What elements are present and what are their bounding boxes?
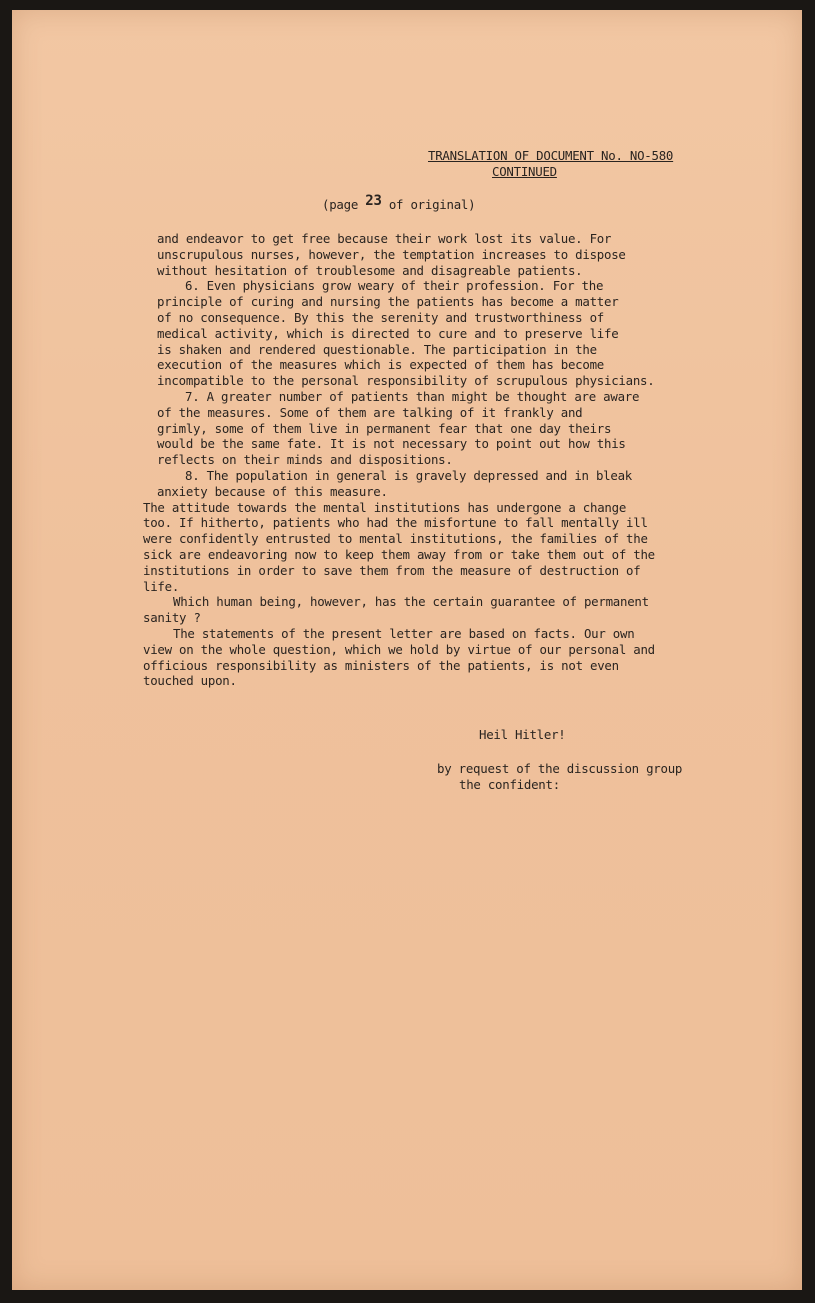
page-ref-suffix: of original) — [381, 197, 476, 212]
signature-confident-line: the confident: — [459, 776, 560, 792]
text-line: anxiety because of this measure. — [157, 483, 388, 499]
text-line: Which human being, however, has the certain guarantee of permanent — [173, 594, 649, 610]
text-line: The attitude towards the mental institutions has undergone a change — [143, 499, 627, 515]
text-line: incompatible to the personal responsibility of scrupulous physicians. — [157, 373, 655, 389]
text-line: 6. Even physicians grow weary of their profession. For the — [185, 278, 604, 294]
document-title: TRANSLATION OF DOCUMENT No. NO-580 — [428, 148, 674, 163]
text-line: 7. A greater number of patients than might be thought are aware — [185, 388, 640, 404]
text-line: of the measures. Some of them are talking of it frankly and — [157, 404, 583, 420]
text-line: touched upon. — [143, 673, 237, 689]
text-line: grimly, some of them live in permanent fear that one day theirs — [157, 420, 612, 436]
document-header — [428, 148, 728, 180]
text-line: were confidently entrusted to mental institutions, the families of the — [143, 531, 648, 547]
page-ref-number: 23 — [365, 193, 382, 209]
text-line: sanity ? — [143, 610, 201, 626]
text-line: unscrupulous nurses, however, the temptation increases to dispose — [157, 246, 626, 262]
text-line: 8. The population in general is gravely depressed and in bleak — [185, 467, 633, 483]
page-ref-prefix: (page — [322, 197, 366, 212]
text-line: life. — [143, 578, 180, 594]
text-line: too. If hitherto, patients who had the misfortune to fall mentally ill — [143, 515, 648, 531]
text-line: The statements of the present letter are based on facts. Our own — [173, 625, 635, 641]
signature-block — [437, 727, 757, 792]
text-line: would be the same fate. It is not necessary to point out how this — [157, 436, 626, 452]
document-continued-label: CONTINUED — [492, 163, 557, 179]
text-line: of no consequence. By this the serenity and trustworthiness of — [157, 309, 605, 325]
text-line: institutions in order to save them from the measure of destruction of — [143, 562, 641, 578]
text-line: medical activity, which is directed to cure and to preserve life — [157, 325, 619, 341]
text-line: execution of the measures which is expected of them has become — [157, 357, 605, 373]
text-line: view on the whole question, which we hold by virtue of our personal and — [143, 641, 655, 657]
signature-request-line: by request of the discussion group — [437, 760, 683, 776]
original-page-reference — [322, 193, 476, 214]
text-line: without hesitation of troublesome and disagreable patients. — [157, 262, 583, 278]
text-line: is shaken and rendered questionable. The participation in the — [157, 341, 597, 357]
text-line: officious responsibility as ministers of the patients, is not even — [143, 657, 619, 673]
text-line: principle of curing and nursing the patients has become a matter — [157, 294, 619, 310]
text-line: sick are endeavoring now to keep them away from or take them out of the — [143, 546, 655, 562]
letter-body — [143, 231, 777, 689]
text-line: reflects on their minds and dispositions. — [157, 452, 453, 468]
closing-greeting: Heil Hitler! — [479, 727, 566, 742]
outdented-section — [143, 500, 777, 690]
text-line: and endeavor to get free because their work lost its value. For — [157, 231, 612, 246]
document-page — [12, 10, 802, 1290]
